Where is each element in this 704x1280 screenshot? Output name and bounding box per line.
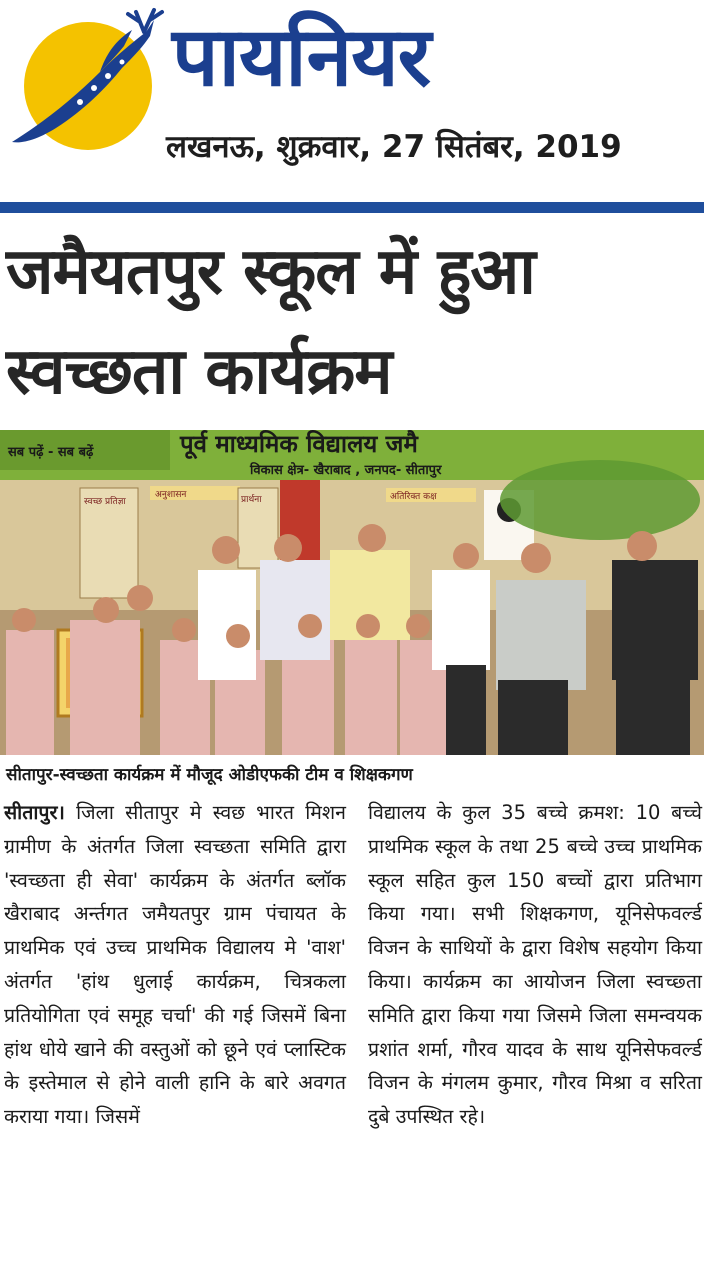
article-body-left: जिला सीतापुर मे स्वछ भारत मिशन ग्रामीण के अंतर्गत जिला स्वच्छता समिति द्वारा 'स्वच्छता ही सेवा' कार्यक्रम के अंतर्गत ब्लॉक खैराबाद अर्न्तगत जमैयतपुर ग्राम पंचायत के प्राथमिक एवं उच्च प्राथमिक विद्यालय मे 'वाश' अंतर्गत 'हांथ धुलाई कार्यक्रम, चित्रकला प्रतियोगिता एवं समूह चर्चा' की गई जिसमें बिना हांथ धोये खाने की वस्तुओं को छूने एवं प्लास्टिक के इस्तेमाल से होने वाली हानि के बारे अवगत कराया गया। जिसमें [4, 801, 347, 1129]
newspaper-brand-name: पायनियर [172, 10, 431, 105]
header-divider [0, 202, 704, 213]
masthead [0, 0, 704, 200]
article-body-right: विद्यालय के कुल 35 बच्चे क्रमश: 10 बच्चे प्राथमिक स्कूल के तथा 25 बच्चे उच्च प्राथमिक स्कूल सहित कुल 150 बच्चों द्वारा प्रतिभाग किया गया। सभी शिक्षकगण, यूनिसेफवर्ल्ड विजन के साथियों के द्वारा विशेष सहयोग किया किया। कार्यक्रम का आयोजन जिला स्वच्छ्ता समिति द्वारा किया गया जिसमे जिला समन्वयक प्रशांत शर्मा, गौरव यादव के साथ यूनिसेफवर्ल्ड विजन के मंगलम कुमार, गौरव मिश्रा व सरिता दुबे उपस्थित रहे। [368, 801, 702, 1129]
article-column-left [4, 796, 346, 1134]
article-column-right [368, 796, 702, 1134]
article-headline [6, 222, 702, 422]
headline-line-2: स्वच्छता कार्यक्रम [6, 335, 392, 409]
photo-school-banner: पूर्व माध्यमिक विद्यालय जमै [180, 430, 418, 458]
photo-wall-sign-2: प्रार्थना [241, 495, 262, 505]
photo-wall-sign-1: स्वच्छ प्रतिज्ञा [84, 497, 126, 507]
photo-caption: सीतापुर-स्वच्छता कार्यक्रम में मौजूद ओडीएफकी टीम व शिक्षकगण [6, 765, 413, 785]
photo-wall-sign-4: अनुशासन [155, 490, 187, 500]
article-dateline-place: सीतापुर। [4, 801, 65, 824]
photo-wall-sign-3: अतिरिक्त कक्ष [390, 492, 437, 502]
issue-dateline: लखनऊ, शुक्रवार, 27 सितंबर, 2019 [166, 129, 622, 165]
photo-school-subbanner: विकास क्षेत्र- खैराबाद , जनपद- सीतापुर [250, 463, 442, 478]
deer-sun-logo [4, 2, 172, 152]
photo-slogan: सब पढ़ें - सब बढ़ें [8, 445, 94, 460]
headline-line-1: जमैयतपुर स्कूल में हुआ [6, 235, 535, 309]
news-photo [0, 430, 704, 755]
